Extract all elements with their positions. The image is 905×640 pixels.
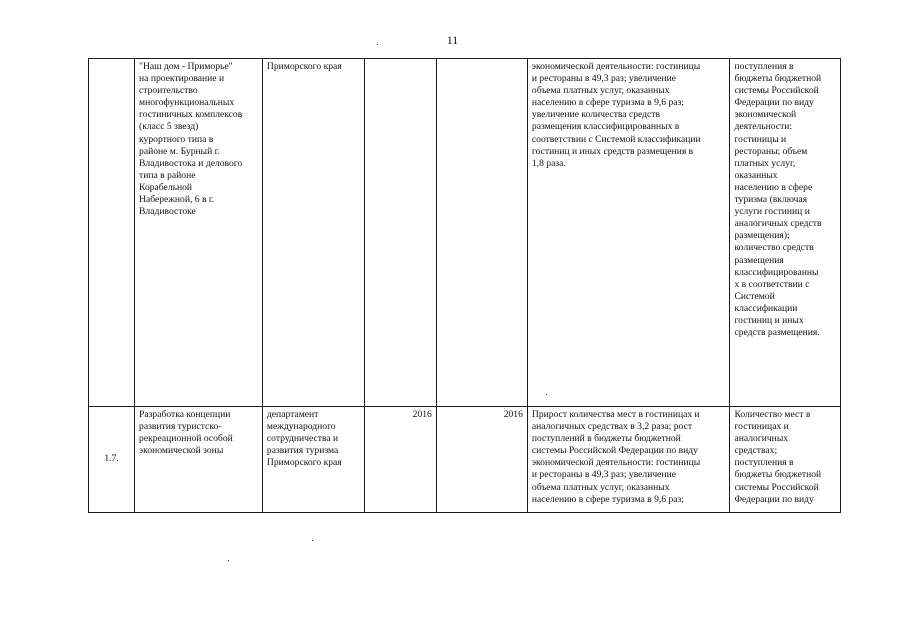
cell-line: Системой bbox=[734, 290, 775, 302]
cell-line: х в соответствии с bbox=[734, 278, 810, 290]
cell-line: платных услуг, bbox=[734, 157, 796, 169]
cell-line: населению в сфере туризма в 9,6 раз; bbox=[531, 97, 684, 109]
cell-line: размещения bbox=[734, 254, 784, 266]
cell-line: Владивостока и делового bbox=[139, 157, 243, 169]
cell-line: классификации bbox=[734, 302, 798, 314]
cell-line: гостиничных комплексов bbox=[139, 109, 243, 121]
cell-line: туризма (включая bbox=[734, 194, 808, 206]
cell-line: сотрудничества и bbox=[266, 433, 339, 445]
cell-result bbox=[527, 407, 730, 513]
cell-line: объема платных услуг, оказанных bbox=[531, 85, 670, 97]
cell-year-end bbox=[436, 59, 527, 407]
cell-line: системы Российской bbox=[734, 85, 819, 97]
cell-line: аналогичных bbox=[734, 433, 789, 445]
cell-line: Набережной, 6 в г. bbox=[139, 194, 215, 206]
cell-line: Владивостоке bbox=[139, 206, 196, 218]
cell-line: размещения); bbox=[734, 230, 790, 242]
cell-year-start-text: 2016 bbox=[412, 409, 432, 420]
cell-line: средств размещения. bbox=[734, 327, 820, 339]
cell-project bbox=[135, 407, 263, 513]
cell-line: развития туризма bbox=[266, 445, 339, 457]
cell-line: Прирост количества мест в гостиницах и bbox=[531, 409, 700, 420]
cell-line: населению в сфере bbox=[734, 181, 813, 193]
cell-line: гостиницах и bbox=[734, 421, 789, 433]
cell-line: гостиницы и bbox=[734, 133, 787, 145]
cell-line: населению в сфере туризма в 9,6 раз; bbox=[531, 493, 684, 505]
cell-line: поступления в bbox=[734, 61, 794, 72]
cell-line: оказанных bbox=[734, 169, 778, 181]
cell-line: "Наш дом - Приморье" bbox=[139, 61, 233, 72]
cell-number bbox=[89, 59, 135, 407]
cell-line: на проектирование и bbox=[139, 73, 225, 85]
cell-line: экономической деятельности: гостиницы bbox=[531, 61, 701, 72]
cell-line: гостиниц и иных bbox=[734, 314, 804, 326]
cell-line: услуги гостиниц и bbox=[734, 206, 810, 218]
scan-speck bbox=[312, 540, 313, 541]
scan-speck bbox=[377, 44, 378, 45]
cell-line: количество средств bbox=[734, 242, 814, 254]
cell-number bbox=[89, 407, 135, 513]
cell-year-end bbox=[436, 407, 527, 513]
cell-line: Федерации по виду bbox=[734, 97, 814, 109]
cell-line: деятельности: bbox=[734, 121, 793, 133]
cell-line: Федерации по виду bbox=[734, 493, 814, 505]
cell-line: 1,8 раза. bbox=[531, 157, 566, 169]
cell-line: объема платных услуг, оказанных bbox=[531, 481, 670, 493]
cell-number-text: 1.7. bbox=[104, 453, 119, 465]
cell-line: экономической зоны bbox=[139, 445, 224, 457]
cell-line: бюджеты бюджетной bbox=[734, 73, 822, 85]
cell-line: рестораны; объем bbox=[734, 145, 808, 157]
cell-line: системы Российской bbox=[734, 481, 819, 493]
cell-line: поступлений в бюджеты бюджетной bbox=[531, 433, 681, 445]
cell-line: развития туристско- bbox=[139, 421, 222, 433]
cell-line: экономической деятельности: гостиницы bbox=[531, 457, 701, 469]
scan-speck bbox=[546, 394, 547, 395]
cell-line: и рестораны в 49,3 раз; увеличение bbox=[531, 469, 676, 481]
table-row bbox=[89, 59, 841, 407]
cell-line: аналогичных средствах в 3,2 раза; рост bbox=[531, 421, 693, 433]
page-number: 11 bbox=[446, 33, 459, 47]
cell-indicator bbox=[730, 59, 841, 407]
cell-line: строительство bbox=[139, 85, 198, 97]
cell-line: размещения классифицированных в bbox=[531, 121, 680, 133]
cell-line: департамент bbox=[266, 409, 319, 420]
scan-speck bbox=[228, 560, 229, 561]
cell-line: средствах; bbox=[734, 445, 778, 457]
cell-project bbox=[135, 59, 263, 407]
cell-line: бюджеты бюджетной bbox=[734, 469, 822, 481]
cell-line: классифицированны bbox=[734, 266, 819, 278]
cell-line: системы Российской Федерации по виду bbox=[531, 445, 698, 457]
table-row bbox=[89, 407, 841, 513]
cell-line: соответствии с Системой классификации bbox=[531, 133, 701, 145]
cell-line: Корабельной bbox=[139, 181, 193, 193]
cell-line: международного bbox=[266, 421, 336, 433]
cell-year-end-text: 2016 bbox=[503, 409, 523, 420]
cell-year-start bbox=[365, 407, 437, 513]
cell-line: (класс 5 звезд) bbox=[139, 121, 199, 133]
cell-line: аналогичных средств bbox=[734, 218, 822, 230]
cell-line: курортного типа в bbox=[139, 133, 214, 145]
cell-line: экономической bbox=[734, 109, 797, 121]
cell-line: рекреационной особой bbox=[139, 433, 233, 445]
cell-line: увеличение количества средств bbox=[531, 109, 660, 121]
cell-year-start bbox=[365, 59, 437, 407]
cell-line: многофункциональных bbox=[139, 97, 235, 109]
cell-line: гостиниц и иных средств размещения в bbox=[531, 145, 694, 157]
measures-table bbox=[88, 58, 841, 513]
cell-line: Приморского края bbox=[266, 61, 342, 72]
cell-indicator bbox=[730, 407, 841, 513]
cell-line: и рестораны в 49,3 раз; увеличение bbox=[531, 73, 676, 85]
cell-line: Количество мест в bbox=[734, 409, 811, 420]
cell-executor bbox=[262, 59, 364, 407]
cell-line: Приморского края bbox=[266, 457, 342, 469]
cell-line: районе м. Бурный г. bbox=[139, 145, 220, 157]
cell-line: Разработка концепции bbox=[139, 409, 231, 420]
cell-result bbox=[527, 59, 730, 407]
cell-line: типа в районе bbox=[139, 169, 196, 181]
cell-executor bbox=[262, 407, 364, 513]
cell-line: поступления в bbox=[734, 457, 794, 469]
